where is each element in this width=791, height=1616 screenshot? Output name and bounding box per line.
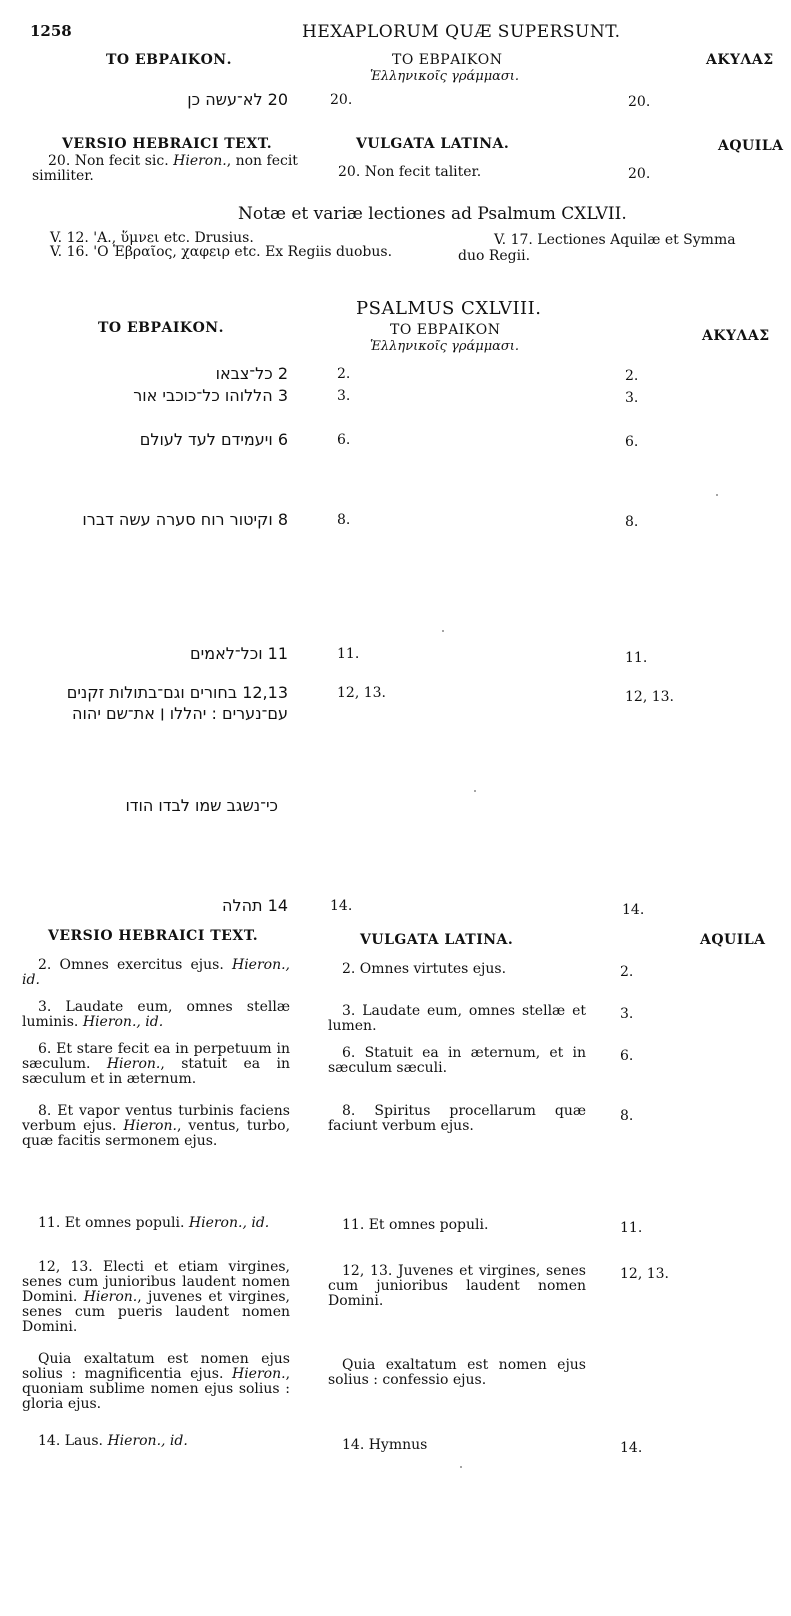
col-head-hebraikon-greek: ΤΟ ΕΒΡΑΙΚΟΝ: [392, 52, 503, 68]
aquila-num: 2.: [625, 368, 639, 384]
versio-verse: 11. Et omnes populi. Hieron., id.: [38, 1215, 270, 1231]
hebrew-row: 6 ויעמידם לעד לעולם: [139, 430, 288, 449]
vulgata-verse-20: 20. Non fecit taliter.: [338, 164, 482, 180]
psalm-head-hebraikon-greek: ΤΟ ΕΒΡΑΙΚΟΝ: [390, 322, 501, 338]
note-v16: V. 16. 'Ο Ἑβραῖος, χαφειρ etc. Ex Regiis duobus.: [50, 244, 393, 260]
hebrew-row: 3 הללוהו כל־כוכבי אור: [133, 386, 288, 405]
vulgata-verse: 14. Hymnus: [342, 1437, 428, 1453]
running-head: HEXAPLORUM QUÆ SUPERSUNT.: [302, 22, 621, 42]
aquila-num: 8.: [625, 514, 639, 530]
translit-num-20: 20.: [330, 92, 353, 108]
head-aquila-latin: AQUILA: [718, 138, 784, 154]
hebrew-row: כי־נשגב שמו לבדו הודו: [125, 796, 278, 815]
aquila-latin-num: 2.: [620, 964, 634, 980]
psalm-head-aquila-greek: ΑΚΥΛΑΣ: [702, 328, 770, 344]
vulgata-verse: Quia exaltatum est nomen ejus solius : confessio ejus.: [328, 1357, 586, 1388]
psalm-title: PSALMUS CXLVIII.: [356, 298, 542, 319]
translit-num: 6.: [337, 432, 351, 448]
vulgata-verse: 12, 13. Juvenes et virgines, senes cum junioribus laudent nomen Domini.: [328, 1263, 586, 1309]
psalm-head-aquila-latin: AQUILA: [700, 932, 766, 948]
aquila-latin-num: 6.: [620, 1048, 634, 1064]
aquila-latin-num: 12, 13.: [620, 1266, 669, 1282]
hebrew-row: 2 כל־צבאו: [215, 364, 288, 383]
aquila-latin-num: 14.: [620, 1440, 643, 1456]
vulgata-verse: 3. Laudate eum, omnes stellæ et lumen.: [328, 1003, 586, 1034]
translit-num: 8.: [337, 512, 351, 528]
aquila-num: 14.: [622, 902, 645, 918]
translit-num: 14.: [330, 898, 353, 914]
scan-speck: [460, 1466, 462, 1468]
scan-speck: [474, 790, 476, 792]
vulgata-verse: 6. Statuit ea in æternum, et in sæculum sæculi.: [328, 1045, 586, 1076]
psalm-head-versio: VERSIO HEBRAICI TEXT.: [48, 928, 259, 944]
aquila-num: 12, 13.: [625, 689, 674, 705]
aquila-num: 3.: [625, 390, 639, 406]
note-v12: V. 12. 'A., ὕμνει etc. Drusius.: [50, 230, 254, 246]
psalm-head-hebraikon: ΤΟ ΕΒΡΑΙΚΟΝ.: [98, 320, 224, 336]
versio-verse-20: 20. Non fecit sic. Hieron., non fecit similiter.: [32, 153, 298, 184]
aquila-num: 6.: [625, 434, 639, 450]
versio-verse: 14. Laus. Hieron., id.: [38, 1433, 188, 1449]
translit-num: 2.: [337, 366, 351, 382]
versio-verse: 6. Et stare fecit ea in perpetuum in sæculum. Hieron., statuit ea in sæculum et in æternum.: [22, 1041, 290, 1087]
hebrew-row: 14 תהלה: [222, 896, 288, 915]
scan-speck: [442, 630, 444, 632]
page-number: 1258: [30, 22, 72, 40]
versio-verse: 2. Omnes exercitus ejus. Hieron., id.: [22, 957, 290, 988]
hebrew-row: עם־נערים : יהללו ׀ את־שם יהוה: [72, 704, 288, 723]
aquila-latin-num: 8.: [620, 1108, 634, 1124]
aquila-num: 11.: [625, 650, 648, 666]
versio-verse: 3. Laudate eum, omnes stellæ luminis. Hieron., id.: [22, 999, 290, 1030]
vulgata-verse: 11. Et omnes populi.: [342, 1217, 489, 1233]
head-vulgata: VULGATA LATINA.: [356, 136, 510, 152]
psalm-head-vulgata: VULGATA LATINA.: [360, 932, 514, 948]
col-sub-hellenikois: Ἑλληνικοῖς γράμμασι.: [370, 69, 520, 84]
translit-num: 3.: [337, 388, 351, 404]
psalm-sub-hellenikois: Ἑλληνικοῖς γράμμασι.: [370, 339, 520, 354]
vulgata-verse: 8. Spiritus procellarum quæ faciunt verbum ejus.: [328, 1103, 586, 1134]
vulgata-verse: 2. Omnes virtutes ejus.: [342, 961, 507, 977]
versio-verse: 8. Et vapor ventus turbinis faciens verbum ejus. Hieron., ventus, turbo, quæ facitis sermonem ejus.: [22, 1103, 291, 1149]
hebrew-row: 12,13 בחורים וגם־בתולות זקנים: [66, 683, 288, 702]
note-v17-cont: duo Regii.: [458, 248, 531, 264]
head-versio: VERSIO HEBRAICI TEXT.: [62, 136, 273, 152]
versio-verse: 12, 13. Electi et etiam virgines, senes cum junioribus laudent nomen Domini. Hieron., juvenes et virgines, senes cum pueris laudent nomen Domini.: [22, 1259, 290, 1335]
translit-num: 11.: [337, 646, 360, 662]
hebrew-row: 11 וכל־לאמים: [190, 644, 288, 663]
hebrew-row: 8 וקיטור רוח סערה עשה דברו: [82, 510, 288, 529]
aquila-num-20: 20.: [628, 94, 651, 110]
notes-title: Notæ et variæ lectiones ad Psalmum CXLVII.: [238, 204, 627, 224]
aquila-latin-num-20: 20.: [628, 166, 651, 182]
hebrew-verse-20: 20 לא־עשה כן: [187, 90, 288, 109]
col-head-aquila-greek: ΑΚΥΛΑΣ: [706, 52, 774, 68]
translit-num: 12, 13.: [337, 685, 386, 701]
versio-verse: Quia exaltatum est nomen ejus solius : magnificentia ejus. Hieron., quoniam sublime nomen ejus solius : gloria ejus.: [22, 1351, 291, 1412]
aquila-latin-num: 11.: [620, 1220, 643, 1236]
scan-speck: [716, 494, 718, 496]
note-v17: V. 17. Lectiones Aquilæ et Symma: [494, 232, 736, 248]
aquila-latin-num: 3.: [620, 1006, 634, 1022]
col-head-hebraikon: ΤΟ ΕΒΡΑΙΚΟΝ.: [106, 52, 232, 68]
